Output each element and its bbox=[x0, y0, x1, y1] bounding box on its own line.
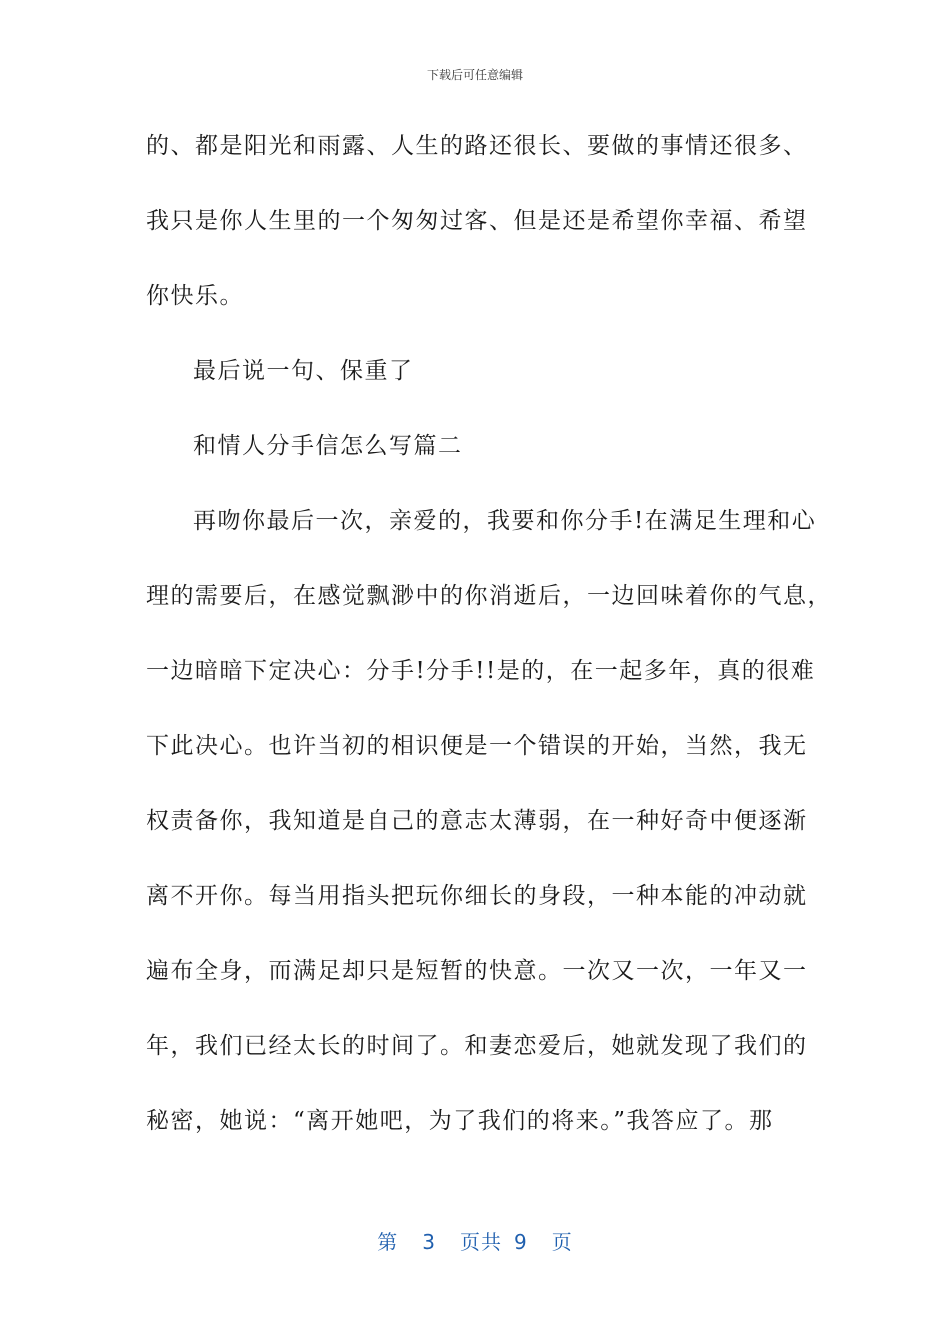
body-line: 理的需要后，在感觉飘渺中的你消逝后，一边回味着你的气息， bbox=[146, 583, 832, 609]
body-line: 你快乐。 bbox=[146, 283, 244, 309]
page-prefix: 第 bbox=[377, 1230, 399, 1254]
body-line: 离不开你。每当用指头把玩你细长的身段，一种本能的冲动就 bbox=[146, 883, 808, 909]
page-footer bbox=[0, 1226, 950, 1255]
body-line: 遍布全身，而满足却只是短暂的快意。一次又一次，一年又一 bbox=[146, 958, 808, 984]
header-note: 下载后可任意编辑 bbox=[426, 68, 523, 82]
closing-line: 最后说一句、保重了 bbox=[193, 358, 414, 384]
body-line: 权责备你，我知道是自己的意志太薄弱，在一种好奇中便逐渐 bbox=[146, 808, 808, 834]
body-line: 年，我们已经太长的时间了。和妻恋爱后，她就发现了我们的 bbox=[146, 1033, 808, 1059]
page-mid: 页共 bbox=[460, 1230, 502, 1254]
body-line: 下此决心。也许当初的相识便是一个错误的开始，当然，我无 bbox=[146, 733, 808, 759]
page-suffix: 页 bbox=[551, 1230, 573, 1254]
body-line: 我只是你人生里的一个匆匆过客、但是还是希望你幸福、希望 bbox=[146, 208, 808, 234]
document-body bbox=[146, 124, 832, 1174]
body-line: 一边暗暗下定决心：分手!分手!!是的，在一起多年，真的很难 bbox=[146, 658, 816, 684]
paragraph-start: 再吻你最后一次，亲爱的，我要和你分手!在满足生理和心 bbox=[193, 508, 817, 534]
body-line: 的、都是阳光和雨露、人生的路还很长、要做的事情还很多、 bbox=[146, 133, 808, 159]
total-pages-number: 9 bbox=[514, 1230, 528, 1254]
current-page-number: 3 bbox=[422, 1230, 436, 1254]
body-line: 秘密，她说：“离开她吧，为了我们的将来。”我答应了。那 bbox=[146, 1108, 774, 1134]
section-heading: 和情人分手信怎么写篇二 bbox=[193, 433, 463, 459]
